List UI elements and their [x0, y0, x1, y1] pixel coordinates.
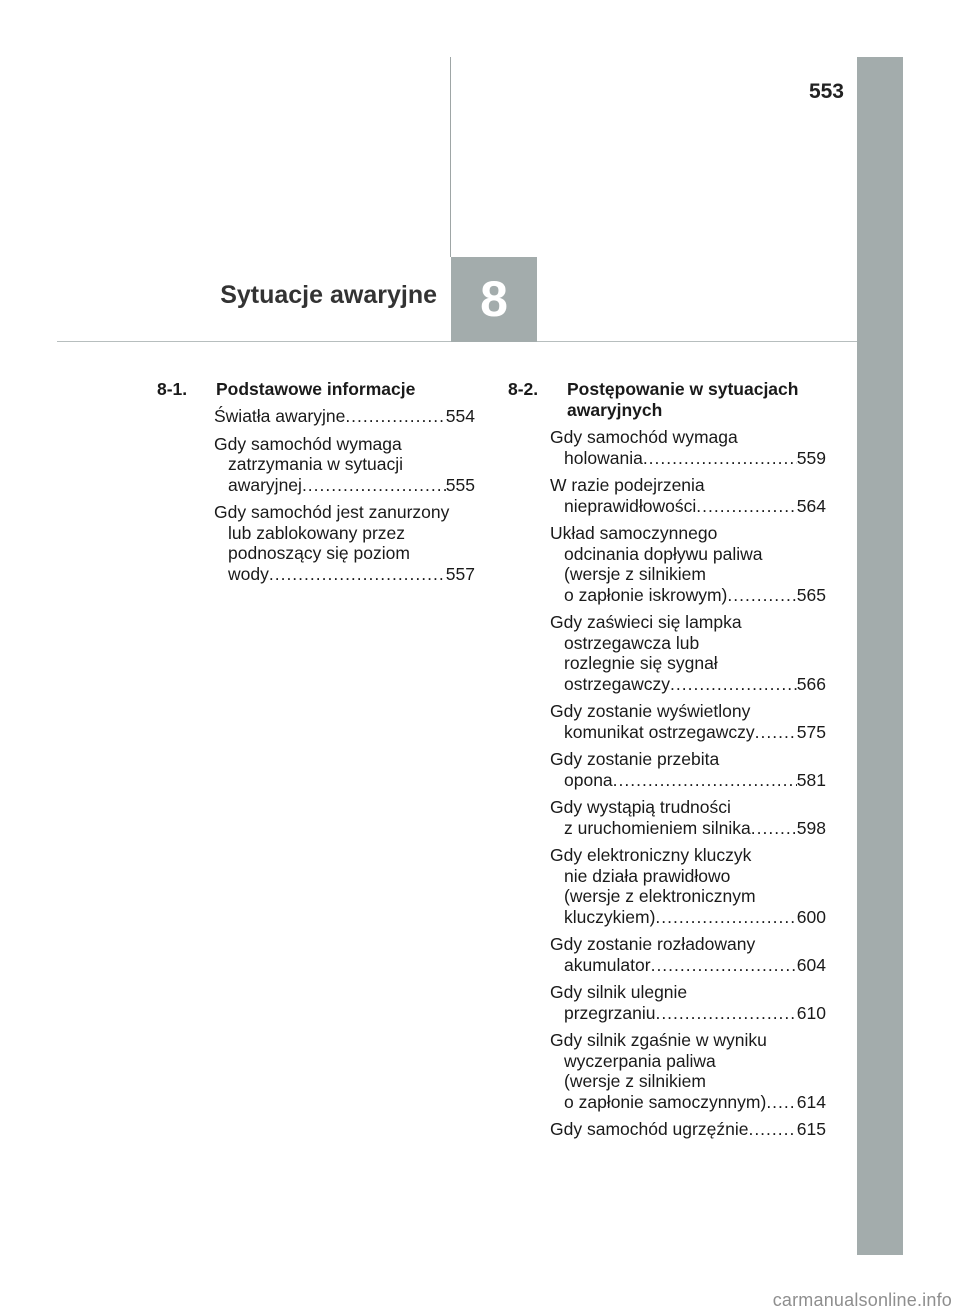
dot-leader: [651, 955, 797, 976]
toc-page-ref[interactable]: 566: [796, 673, 826, 694]
toc-entry-text-line: nie działa prawidłowo: [564, 865, 731, 886]
dot-leader: [613, 770, 797, 791]
toc-entry-last-line: [214, 406, 475, 427]
toc-page-ref[interactable]: 565: [796, 584, 826, 605]
toc-page-ref[interactable]: 581: [796, 769, 826, 790]
toc-entry[interactable]: [508, 612, 826, 694]
section-number: 8-1.: [157, 379, 188, 399]
toc-entry-text-line: Gdy samochód wymaga: [214, 433, 402, 454]
toc-entry-text-line: Gdy zostanie wyświetlony: [550, 701, 751, 721]
toc-entry-text-line: (wersje z silnikiem: [564, 1071, 706, 1091]
toc-entry-text-line: Gdy samochód jest zanurzony: [214, 502, 450, 522]
section-title: Postępowanie w sytuacjach awaryjnych: [567, 379, 799, 420]
toc-entry[interactable]: [508, 701, 826, 742]
toc-page-ref[interactable]: 575: [796, 721, 826, 742]
toc-entry-text-line: wody: [228, 563, 269, 584]
dot-leader: [751, 818, 797, 839]
toc-entry-text-line: Gdy zostanie rozładowany: [550, 934, 756, 954]
toc-entry-last-line: [550, 496, 826, 517]
toc-page-ref[interactable]: 610: [796, 1002, 826, 1023]
toc-entry-text-line: Światła awaryjne: [214, 406, 346, 426]
toc-entry-text-line: komunikat ostrzegawczy: [564, 721, 755, 742]
toc-entry[interactable]: [157, 406, 475, 427]
toc-entry-last-line: [550, 1003, 826, 1024]
toc-entry[interactable]: [508, 845, 826, 927]
toc-entry-text-line: Gdy silnik zgaśnie w wyniku: [550, 1030, 767, 1050]
dot-leader: [670, 674, 797, 695]
toc-entry-text-line: rozlegnie się sygnał: [564, 653, 718, 673]
toc-entry[interactable]: [157, 502, 475, 584]
chapter-side-tab: [857, 57, 903, 1255]
toc-entry-text-line: o zapłonie iskrowym): [564, 584, 728, 605]
toc-entry-text-line: nieprawidłowości: [564, 495, 697, 516]
toc-entry-last-line: [550, 448, 826, 469]
toc-entry-text-line: podnoszący się poziom: [228, 543, 410, 563]
section-heading: [157, 379, 475, 400]
toc-entry-text-line: (wersje z elektronicznym: [564, 886, 756, 906]
toc-entry[interactable]: [508, 934, 826, 975]
toc-entry[interactable]: [508, 982, 826, 1023]
dot-leader: [269, 564, 446, 585]
toc-page-ref[interactable]: 600: [796, 906, 826, 927]
toc-entry[interactable]: [508, 749, 826, 790]
toc-entry[interactable]: [157, 434, 475, 496]
toc-entry-last-line: [550, 722, 826, 743]
toc-entry-text-line: przegrzaniu: [564, 1002, 656, 1023]
toc-entry-text-line: akumulator: [564, 954, 651, 975]
toc-entry-text-line: wyczerpania paliwa: [564, 1050, 716, 1071]
toc-entry-last-line: [550, 585, 826, 606]
toc-entry-text-line: o zapłonie samoczynnym): [564, 1091, 767, 1112]
watermark: carmanualsonline.info: [772, 1290, 952, 1310]
chapter-title: Sytuacje awaryjne: [220, 281, 437, 309]
dot-leader: [696, 496, 797, 517]
toc-entry[interactable]: [508, 1119, 826, 1140]
dot-leader: [755, 722, 797, 743]
toc-entry-last-line: [550, 955, 826, 976]
toc-entry-text-line: Gdy zostanie przebita: [550, 749, 720, 769]
toc-page-ref[interactable]: 604: [796, 954, 826, 975]
toc-entry-text-line: ostrzegawcza lub: [564, 632, 700, 653]
toc-entry-text-line: Gdy samochód ugrzęźnie: [550, 1119, 749, 1139]
page-number: 553: [808, 80, 844, 103]
section-title: Podstawowe informacje: [216, 379, 416, 399]
toc-page-ref[interactable]: 598: [796, 817, 826, 838]
toc-column-right: [508, 379, 826, 1147]
dot-leader: [643, 448, 797, 469]
toc-page-ref[interactable]: 554: [445, 406, 475, 426]
dot-leader: [345, 406, 445, 427]
toc-entry-text-line: kluczykiem): [564, 906, 656, 927]
dot-leader: [655, 907, 796, 928]
toc-entry[interactable]: [508, 475, 826, 516]
toc-page-ref[interactable]: 557: [445, 563, 475, 584]
dot-leader: [766, 1092, 796, 1113]
toc-entry-text-line: zatrzymania w sytuacji: [228, 454, 404, 474]
dot-leader: [302, 475, 446, 496]
toc-entry-text-line: (wersje z silnikiem: [564, 564, 706, 584]
toc-entries: [157, 406, 475, 584]
dot-leader: [655, 1003, 796, 1024]
toc-column-left: [157, 379, 475, 591]
dot-leader: [748, 1119, 796, 1140]
toc-entry-text-line: Gdy wystąpią trudności: [550, 797, 731, 817]
chapter-number-box: 8: [451, 257, 537, 342]
toc-entry-last-line: [550, 1119, 826, 1140]
toc-page-ref[interactable]: 559: [796, 447, 826, 468]
toc-entry[interactable]: [508, 797, 826, 838]
toc-page-ref[interactable]: 555: [445, 474, 475, 495]
toc-entry-text-line: odcinania dopływu paliwa: [564, 543, 763, 564]
toc-page-ref[interactable]: 614: [796, 1091, 826, 1112]
toc-entry-text-line: lub zablokowany przez: [228, 522, 406, 543]
toc-entries: [508, 427, 826, 1140]
toc-entry-text-line: z uruchomieniem silnika: [564, 817, 751, 838]
toc-entry[interactable]: [508, 427, 826, 468]
toc-entry-text-line: awaryjnej: [228, 474, 302, 495]
toc-entry-text-line: Gdy samochód wymaga: [550, 427, 738, 447]
toc-entry-last-line: [550, 907, 826, 928]
toc-entry-last-line: [214, 475, 475, 496]
toc-page-ref[interactable]: 615: [796, 1119, 826, 1139]
toc-entry-last-line: [550, 1092, 826, 1113]
toc-entry-text-line: opona: [564, 769, 613, 790]
toc-entry-text-line: Gdy elektroniczny kluczyk: [550, 845, 752, 865]
toc-entry-text-line: Układ samoczynnego: [550, 523, 718, 543]
vertical-divider: [450, 57, 451, 257]
toc-entry-text-line: Gdy zaświeci się lampka: [550, 612, 742, 632]
toc-entry-last-line: [550, 770, 826, 791]
toc-entry[interactable]: [508, 523, 826, 605]
toc-entry-text-line: holowania: [564, 447, 643, 468]
toc-entry-text-line: Gdy silnik ulegnie: [550, 982, 688, 1002]
toc-entry-last-line: [550, 674, 826, 695]
dot-leader: [727, 585, 796, 606]
section-number: 8-2.: [508, 379, 539, 399]
toc-entry-last-line: [214, 564, 475, 585]
toc-entry-text-line: W razie podejrzenia: [550, 475, 705, 495]
toc-page-ref[interactable]: 564: [796, 495, 826, 516]
toc-entry-text-line: ostrzegawczy: [564, 673, 671, 694]
toc-entry-last-line: [550, 818, 826, 839]
toc-entry[interactable]: [508, 1030, 826, 1112]
section-heading: [508, 379, 826, 421]
